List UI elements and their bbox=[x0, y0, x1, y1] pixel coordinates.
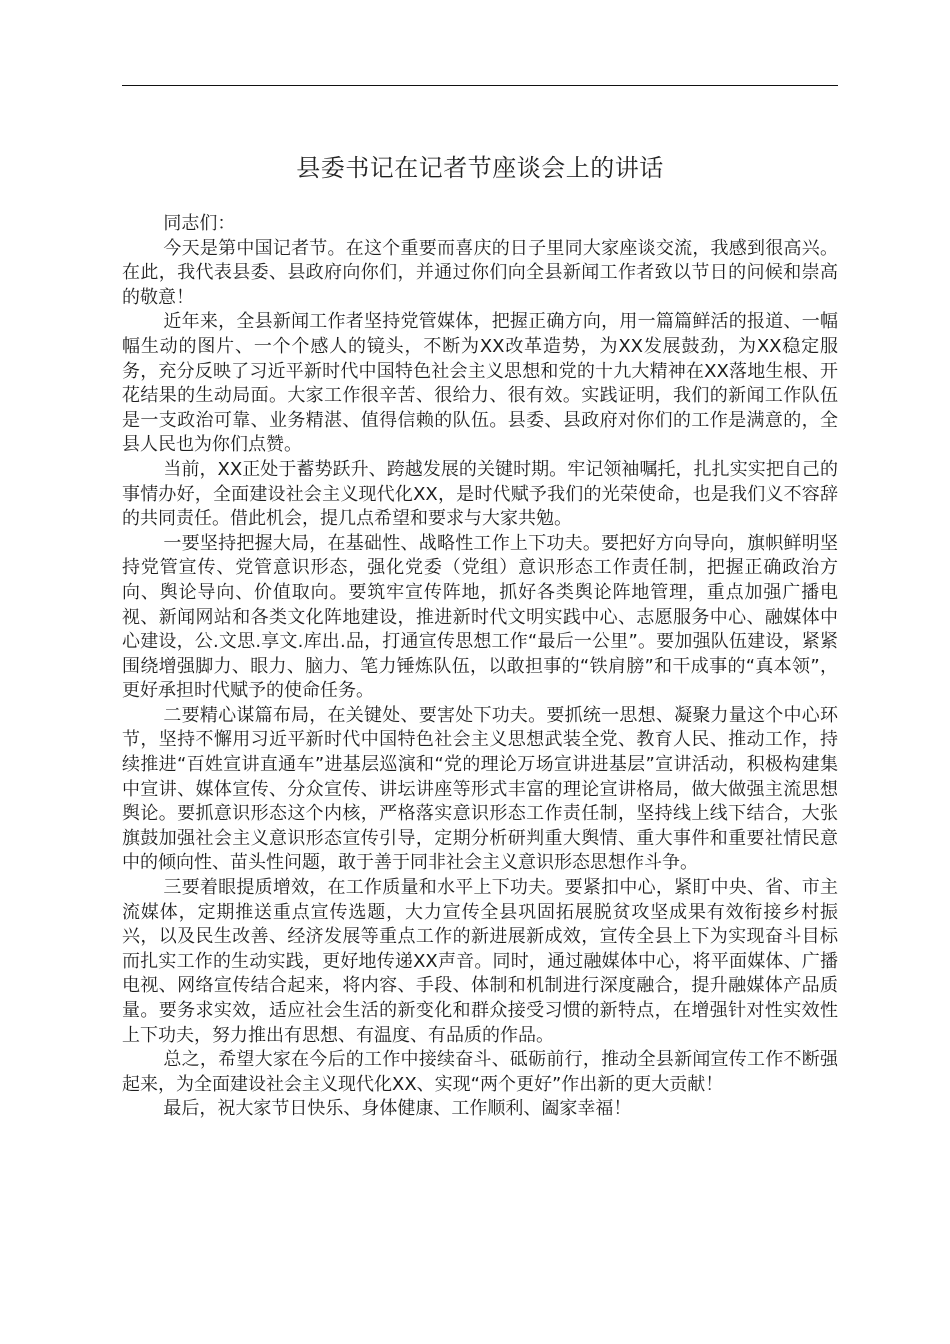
paragraph-1: 今天是第中国记者节。在这个重要而喜庆的日子里同大家座谈交流，我感到很高兴。在此，我代表县委、县政府向你们，并通过你们向全县新闻工作者致以节日的问候和崇高的敬意！ bbox=[122, 237, 838, 308]
document-body bbox=[122, 212, 838, 1122]
paragraph-8: 最后，祝大家节日快乐、身体健康、工作顺利、阖家幸福！ bbox=[163, 1098, 632, 1120]
paragraph-2: 近年来，全县新闻工作者坚持党管媒体，把握正确方向，用一篇篇鲜活的报道、一幅幅生动的图片、一个个感人的镜头，不断为XX改革造势，为XX发展鼓劲，为XX稳定服务，充分反映了习近平新时代中国特色社会主义思想和党的十九大精神在XX落地生根、开花结果的生动局面。大家工作很辛苦、很给力、很有效。实践证明，我们的新闻工作队伍是一支政治可靠、业务精湛、值得信赖的队伍。县委、县政府对你们的工作是满意的，全县人民也为你们点赞。 bbox=[122, 311, 838, 456]
paragraph-7: 总之，希望大家在今后的工作中接续奋斗、砥砺前行，推动全县新闻宣传工作不断强起来，为全面建设社会主义现代化XX、实现“两个更好”作出新的更大贡献！ bbox=[122, 1049, 838, 1095]
salutation: 同志们： bbox=[163, 213, 236, 234]
document-title: 县委书记在记者节座谈会上的讲话 bbox=[296, 154, 664, 182]
paragraph-3: 当前，XX正处于蓄势跃升、跨越发展的关键时期。牢记领袖嘱托，扎扎实实把自己的事情办好，全面建设社会主义现代化XX，是时代赋予我们的光荣使命，也是我们义不容辞的共同责任。借此机会，提几点希望和要求与大家共勉。 bbox=[122, 458, 838, 530]
paragraph-5: 二要精心谋篇布局，在关键处、要害处下功夫。要抓统一思想、凝聚力量这个中心环节，坚持不懈用习近平新时代中国特色社会主义思想武装全党、教育人民、推动工作，持续推进“百姓宣讲直通车”进基层巡演和“党的理论万场宣讲进基层”宣讲活动，积极构建集中宣讲、媒体宣传、分众宣传、讲坛讲座等形式丰富的理论宣讲格局，做大做强主流思想舆论。要抓意识形态这个内核，严格落实意识形态工作责任制，坚持线上线下结合，大张旗鼓加强社会主义意识形态宣传引导，定期分析研判重大舆情、重大事件和重要社情民意中的倾向性、苗头性问题，敢于善于同非社会主义意识形态思想作斗争。 bbox=[122, 704, 838, 874]
paragraph-4: 一要坚持把握大局，在基础性、战略性工作上下功夫。要把好方向导向，旗帜鲜明坚持党管宣传、党管意识形态，强化党委（党组）意识形态工作责任制，把握正确政治方向、舆论导向、价值取向。要筑牢宣传阵地，抓好各类舆论阵地管理，重点加强广播电视、新闻网站和各类文化阵地建设，推进新时代文明实践中心、志愿服务中心、融媒体中心建设，公.文思.享文.库出.品，打通宣传思想工作“最后一公里”。要加强队伍建设，紧紧围绕增强脚力、眼力、脑力、笔力锤炼队伍，以敢担事的“铁肩膀”和干成事的“真本领”，更好承担时代赋予的使命任务。 bbox=[122, 532, 838, 702]
paragraph-6: 三要着眼提质增效，在工作质量和水平上下功夫。要紧扣中心，紧盯中央、省、市主流媒体，定期推送重点宣传选题，大力宣传全县巩固拓展脱贫攻坚成果有效衔接乡村振兴，以及民生改善、经济发展等重点工作的新进展新成效，宣传全县上下为实现奋斗目标而扎实工作的生动实践，更好地传递XX声音。同时，通过融媒体中心，将平面媒体、广播电视、网络宣传结合起来，将内容、手段、体制和机制进行深度融合，提升融媒体产品质量。要务求实效，适应社会生活的新变化和群众接受习惯的新特点，在增强针对性实效性上下功夫，努力推出有思想、有温度、有品质的作品。 bbox=[122, 877, 838, 1046]
header-rule bbox=[122, 85, 838, 86]
